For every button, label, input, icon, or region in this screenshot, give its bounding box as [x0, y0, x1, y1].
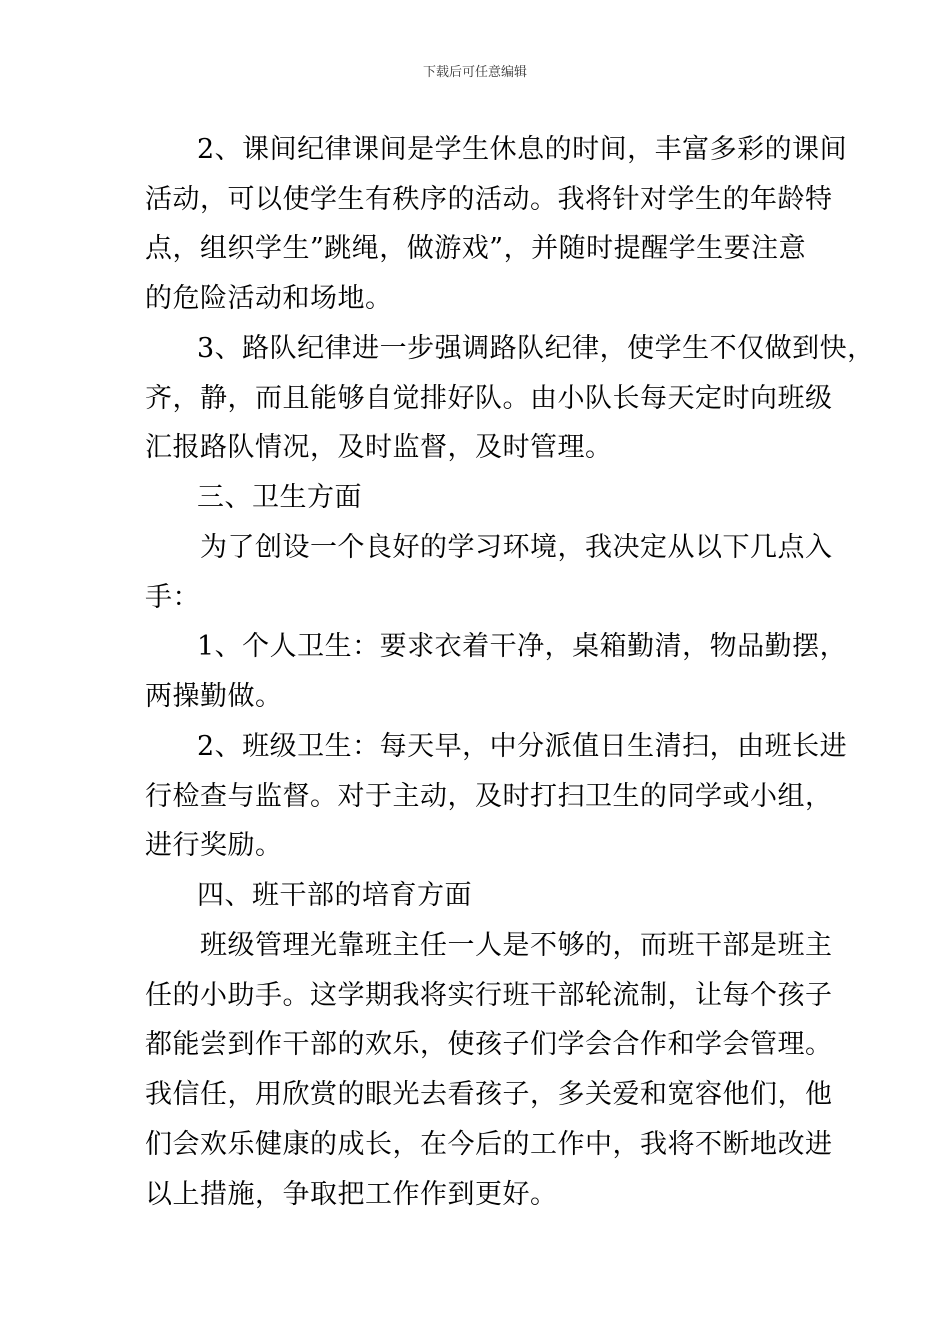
section-heading-hygiene: 三、卫生方面: [197, 482, 362, 513]
paragraph-hygiene-class-line-2: 行检查与监督。对于主动，及时打扫卫生的同学或小组，: [145, 781, 833, 812]
paragraph-discipline-queue-line-1: 3、路队纪律进一步强调路队纪律，使学生不仅做到快，: [197, 333, 875, 364]
paragraph-class-leaders-line-6: 以上措施，争取把工作作到更好。: [145, 1179, 558, 1210]
paragraph-class-leaders-line-1: 班级管理光靠班主任一人是不够的，而班干部是班主: [200, 930, 833, 961]
paragraph-hygiene-intro-line-2: 手：: [145, 582, 200, 613]
paragraph-discipline-queue-line-3: 汇报路队情况，及时监督，及时管理。: [145, 432, 613, 463]
paragraph-hygiene-personal-line-1: 1、个人卫生：要求衣着干净，桌箱勤清，物品勤摆，: [197, 631, 848, 662]
page-header: 下载后可任意编辑: [422, 65, 527, 80]
paragraph-discipline-recess-line-4: 的危险活动和场地。: [145, 283, 393, 314]
paragraph-class-leaders-line-4: 我信任，用欣赏的眼光去看孩子，多关爱和宽容他们，他: [145, 1079, 833, 1110]
paragraph-class-leaders-line-2: 任的小助手。这学期我将实行班干部轮流制，让每个孩子: [145, 980, 833, 1011]
paragraph-discipline-recess-line-1: 2、课间纪律课间是学生休息的时间，丰富多彩的课间: [197, 134, 848, 165]
paragraph-discipline-queue-line-2: 齐，静，而且能够自觉排好队。由小队长每天定时向班级: [145, 383, 833, 414]
paragraph-hygiene-intro-line-1: 为了创设一个良好的学习环境，我决定从以下几点入: [200, 532, 833, 563]
paragraph-class-leaders-line-5: 们会欢乐健康的成长，在今后的工作中，我将不断地改进: [145, 1129, 833, 1160]
paragraph-hygiene-class-line-1: 2、班级卫生：每天早，中分派值日生清扫，由班长进: [197, 731, 848, 762]
paragraph-discipline-recess-line-3: 点，组织学生”跳绳，做游戏”，并随时提醒学生要注意: [145, 233, 807, 264]
paragraph-hygiene-personal-line-2: 两操勤做。: [145, 681, 283, 712]
paragraph-class-leaders-line-3: 都能尝到作干部的欢乐，使孩子们学会合作和学会管理。: [145, 1029, 833, 1060]
paragraph-hygiene-class-line-3: 进行奖励。: [145, 830, 283, 861]
paragraph-discipline-recess-line-2: 活动，可以使学生有秩序的活动。我将针对学生的年龄特: [145, 184, 833, 215]
section-heading-class-leaders: 四、班干部的培育方面: [197, 880, 472, 911]
